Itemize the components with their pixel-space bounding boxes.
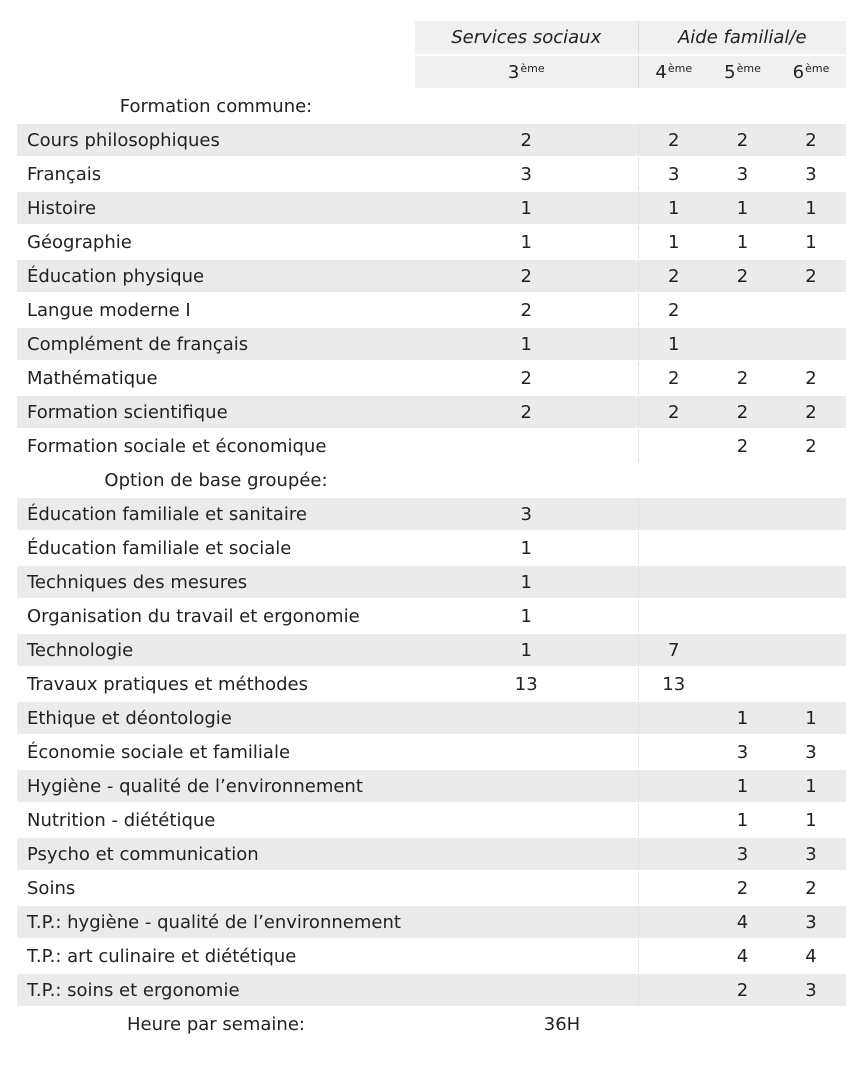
hours-cell (638, 939, 709, 973)
hours-cell (415, 769, 638, 803)
hours-cell (415, 429, 638, 463)
course-label: Ethique et déontologie (17, 701, 415, 735)
hours-cell: 1 (638, 191, 709, 225)
course-label: Psycho et communication (17, 837, 415, 871)
hours-cell (776, 599, 846, 633)
hours-cell: 2 (709, 361, 776, 395)
table-row (17, 191, 846, 225)
hours-cell: 1 (709, 769, 776, 803)
hours-cell (709, 565, 776, 599)
hours-cell (709, 633, 776, 667)
hours-cell: 1 (415, 225, 638, 259)
hours-cell: 2 (638, 293, 709, 327)
hours-cell (709, 293, 776, 327)
course-label: Formation sociale et économique (17, 429, 415, 463)
course-label: Géographie (17, 225, 415, 259)
header-row-groups (17, 21, 846, 55)
hours-cell (415, 803, 638, 837)
hours-cell: 3 (776, 837, 846, 871)
hours-cell (709, 327, 776, 361)
hours-cell: 1 (415, 633, 638, 667)
year-suffix: ème (736, 61, 761, 75)
header-corner (17, 21, 415, 55)
schedule-body (17, 21, 846, 1041)
hours-cell (776, 565, 846, 599)
year-number: 3 (507, 61, 520, 83)
table-row (17, 871, 846, 905)
table-row (17, 157, 846, 191)
hours-cell: 3 (709, 735, 776, 769)
course-label: Organisation du travail et ergonomie (17, 599, 415, 633)
hours-cell: 2 (415, 293, 638, 327)
table-row (17, 123, 846, 157)
hours-cell: 2 (709, 871, 776, 905)
course-label: Formation scientifique (17, 395, 415, 429)
hours-cell: 2 (638, 123, 709, 157)
table-row (17, 667, 846, 701)
hours-cell (638, 905, 709, 939)
year-number: 6 (792, 61, 805, 83)
table-row (17, 225, 846, 259)
hours-cell (709, 667, 776, 701)
hours-cell: 1 (638, 327, 709, 361)
hours-cell: 1 (415, 531, 638, 565)
hours-cell (638, 803, 709, 837)
table-row (17, 837, 846, 871)
hours-cell: 13 (638, 667, 709, 701)
schedule-table (17, 21, 846, 1042)
hours-cell: 2 (776, 429, 846, 463)
year-suffix: ème (667, 61, 693, 75)
hours-cell: 2 (709, 973, 776, 1007)
table-row (17, 361, 846, 395)
hours-cell (776, 667, 846, 701)
hours-cell: 2 (415, 123, 638, 157)
year-header-5 (709, 55, 776, 89)
hours-cell: 2 (776, 361, 846, 395)
hours-cell: 1 (709, 803, 776, 837)
hours-cell: 1 (415, 565, 638, 599)
hours-cell: 3 (776, 905, 846, 939)
hours-cell (638, 429, 709, 463)
course-label: Éducation physique (17, 259, 415, 293)
year-suffix: ème (520, 61, 545, 75)
section-option-base-heading: Option de base groupée: (17, 463, 415, 497)
hours-cell: 3 (709, 157, 776, 191)
course-label: Histoire (17, 191, 415, 225)
table-row (17, 973, 846, 1007)
hours-cell (415, 871, 638, 905)
hours-cell (776, 293, 846, 327)
hours-cell: 4 (709, 939, 776, 973)
hours-cell: 1 (638, 225, 709, 259)
hours-cell (415, 905, 638, 939)
hours-cell (638, 531, 709, 565)
hours-cell: 2 (776, 123, 846, 157)
hours-cell (638, 837, 709, 871)
year-number: 5 (724, 61, 736, 83)
hours-cell: 2 (638, 361, 709, 395)
hours-cell (638, 769, 709, 803)
header-row-years (17, 55, 846, 89)
table-row (17, 803, 846, 837)
course-label: Mathématique (17, 361, 415, 395)
hours-cell (776, 531, 846, 565)
year-header-6 (776, 55, 846, 89)
section-option-base-spacer (415, 463, 846, 497)
course-label: Cours philosophiques (17, 123, 415, 157)
hours-cell: 3 (709, 837, 776, 871)
course-label: Économie sociale et familiale (17, 735, 415, 769)
year-suffix: ème (805, 61, 830, 75)
hours-cell (415, 973, 638, 1007)
table-row (17, 497, 846, 531)
hours-cell: 1 (776, 769, 846, 803)
course-label: T.P.: soins et ergonomie (17, 973, 415, 1007)
hours-cell: 1 (415, 191, 638, 225)
hours-cell: 3 (638, 157, 709, 191)
table-row (17, 939, 846, 973)
hours-cell: 1 (415, 327, 638, 361)
footer-spacer (709, 1007, 846, 1041)
hours-cell: 3 (415, 497, 638, 531)
year-header-4 (638, 55, 709, 89)
hours-cell: 1 (776, 225, 846, 259)
hours-cell (638, 973, 709, 1007)
hours-cell: 3 (415, 157, 638, 191)
hours-cell (638, 565, 709, 599)
course-label: Langue moderne I (17, 293, 415, 327)
hours-cell: 1 (776, 803, 846, 837)
table-row (17, 633, 846, 667)
hours-cell: 1 (709, 225, 776, 259)
hours-cell: 2 (415, 361, 638, 395)
hours-cell (776, 633, 846, 667)
group-header-aide-familiale: Aide familial/e (638, 21, 846, 55)
course-label: Techniques des mesures (17, 565, 415, 599)
course-label: Hygiène - qualité de l’environnement (17, 769, 415, 803)
hours-cell (638, 701, 709, 735)
hours-cell (776, 327, 846, 361)
hours-cell (709, 531, 776, 565)
course-label: Éducation familiale et sanitaire (17, 497, 415, 531)
course-label: Français (17, 157, 415, 191)
table-row (17, 735, 846, 769)
hours-cell: 1 (415, 599, 638, 633)
hours-cell: 1 (776, 701, 846, 735)
section-formation-commune-heading: Formation commune: (17, 89, 415, 123)
hours-cell: 13 (415, 667, 638, 701)
year-header-3 (415, 55, 638, 89)
course-label: Complément de français (17, 327, 415, 361)
hours-cell: 2 (709, 429, 776, 463)
hours-cell: 3 (776, 735, 846, 769)
hours-cell: 1 (709, 701, 776, 735)
hours-cell: 4 (776, 939, 846, 973)
course-label: Soins (17, 871, 415, 905)
hours-cell: 2 (638, 395, 709, 429)
hours-cell: 2 (709, 259, 776, 293)
table-row (17, 565, 846, 599)
hours-cell (638, 599, 709, 633)
hours-cell: 3 (776, 973, 846, 1007)
course-label: T.P.: hygiène - qualité de l’environnement (17, 905, 415, 939)
footer-row (17, 1007, 846, 1041)
hours-cell (638, 735, 709, 769)
hours-cell: 7 (638, 633, 709, 667)
weekly-hours-label: Heure par semaine: (17, 1007, 415, 1041)
hours-cell (709, 599, 776, 633)
group-header-services-sociaux: Services sociaux (415, 21, 638, 55)
hours-cell: 2 (709, 123, 776, 157)
hours-cell: 1 (776, 191, 846, 225)
table-row (17, 429, 846, 463)
hours-cell (709, 497, 776, 531)
table-row (17, 905, 846, 939)
hours-cell: 2 (415, 259, 638, 293)
section-option-base-row (17, 463, 846, 497)
hours-cell: 4 (709, 905, 776, 939)
table-row (17, 395, 846, 429)
hours-cell: 2 (776, 871, 846, 905)
hours-cell (776, 497, 846, 531)
hours-cell (638, 871, 709, 905)
table-row (17, 599, 846, 633)
section-formation-commune-spacer (415, 89, 846, 123)
table-row (17, 327, 846, 361)
year-number: 4 (655, 61, 667, 83)
header-corner-2 (17, 55, 415, 89)
hours-cell (638, 497, 709, 531)
table-row (17, 531, 846, 565)
hours-cell: 1 (709, 191, 776, 225)
table-row (17, 259, 846, 293)
hours-cell: 2 (638, 259, 709, 293)
hours-cell (415, 837, 638, 871)
section-formation-commune-row (17, 89, 846, 123)
table-row (17, 293, 846, 327)
course-label: Travaux pratiques et méthodes (17, 667, 415, 701)
hours-cell: 3 (776, 157, 846, 191)
course-label: T.P.: art culinaire et diététique (17, 939, 415, 973)
course-label: Nutrition - diététique (17, 803, 415, 837)
hours-cell: 2 (776, 395, 846, 429)
hours-cell (415, 939, 638, 973)
table-row (17, 701, 846, 735)
hours-cell: 2 (776, 259, 846, 293)
course-label: Éducation familiale et sociale (17, 531, 415, 565)
table-row (17, 769, 846, 803)
course-label: Technologie (17, 633, 415, 667)
hours-cell: 2 (709, 395, 776, 429)
hours-cell: 2 (415, 395, 638, 429)
hours-cell (415, 701, 638, 735)
hours-cell (415, 735, 638, 769)
weekly-hours-value: 36H (415, 1007, 709, 1041)
